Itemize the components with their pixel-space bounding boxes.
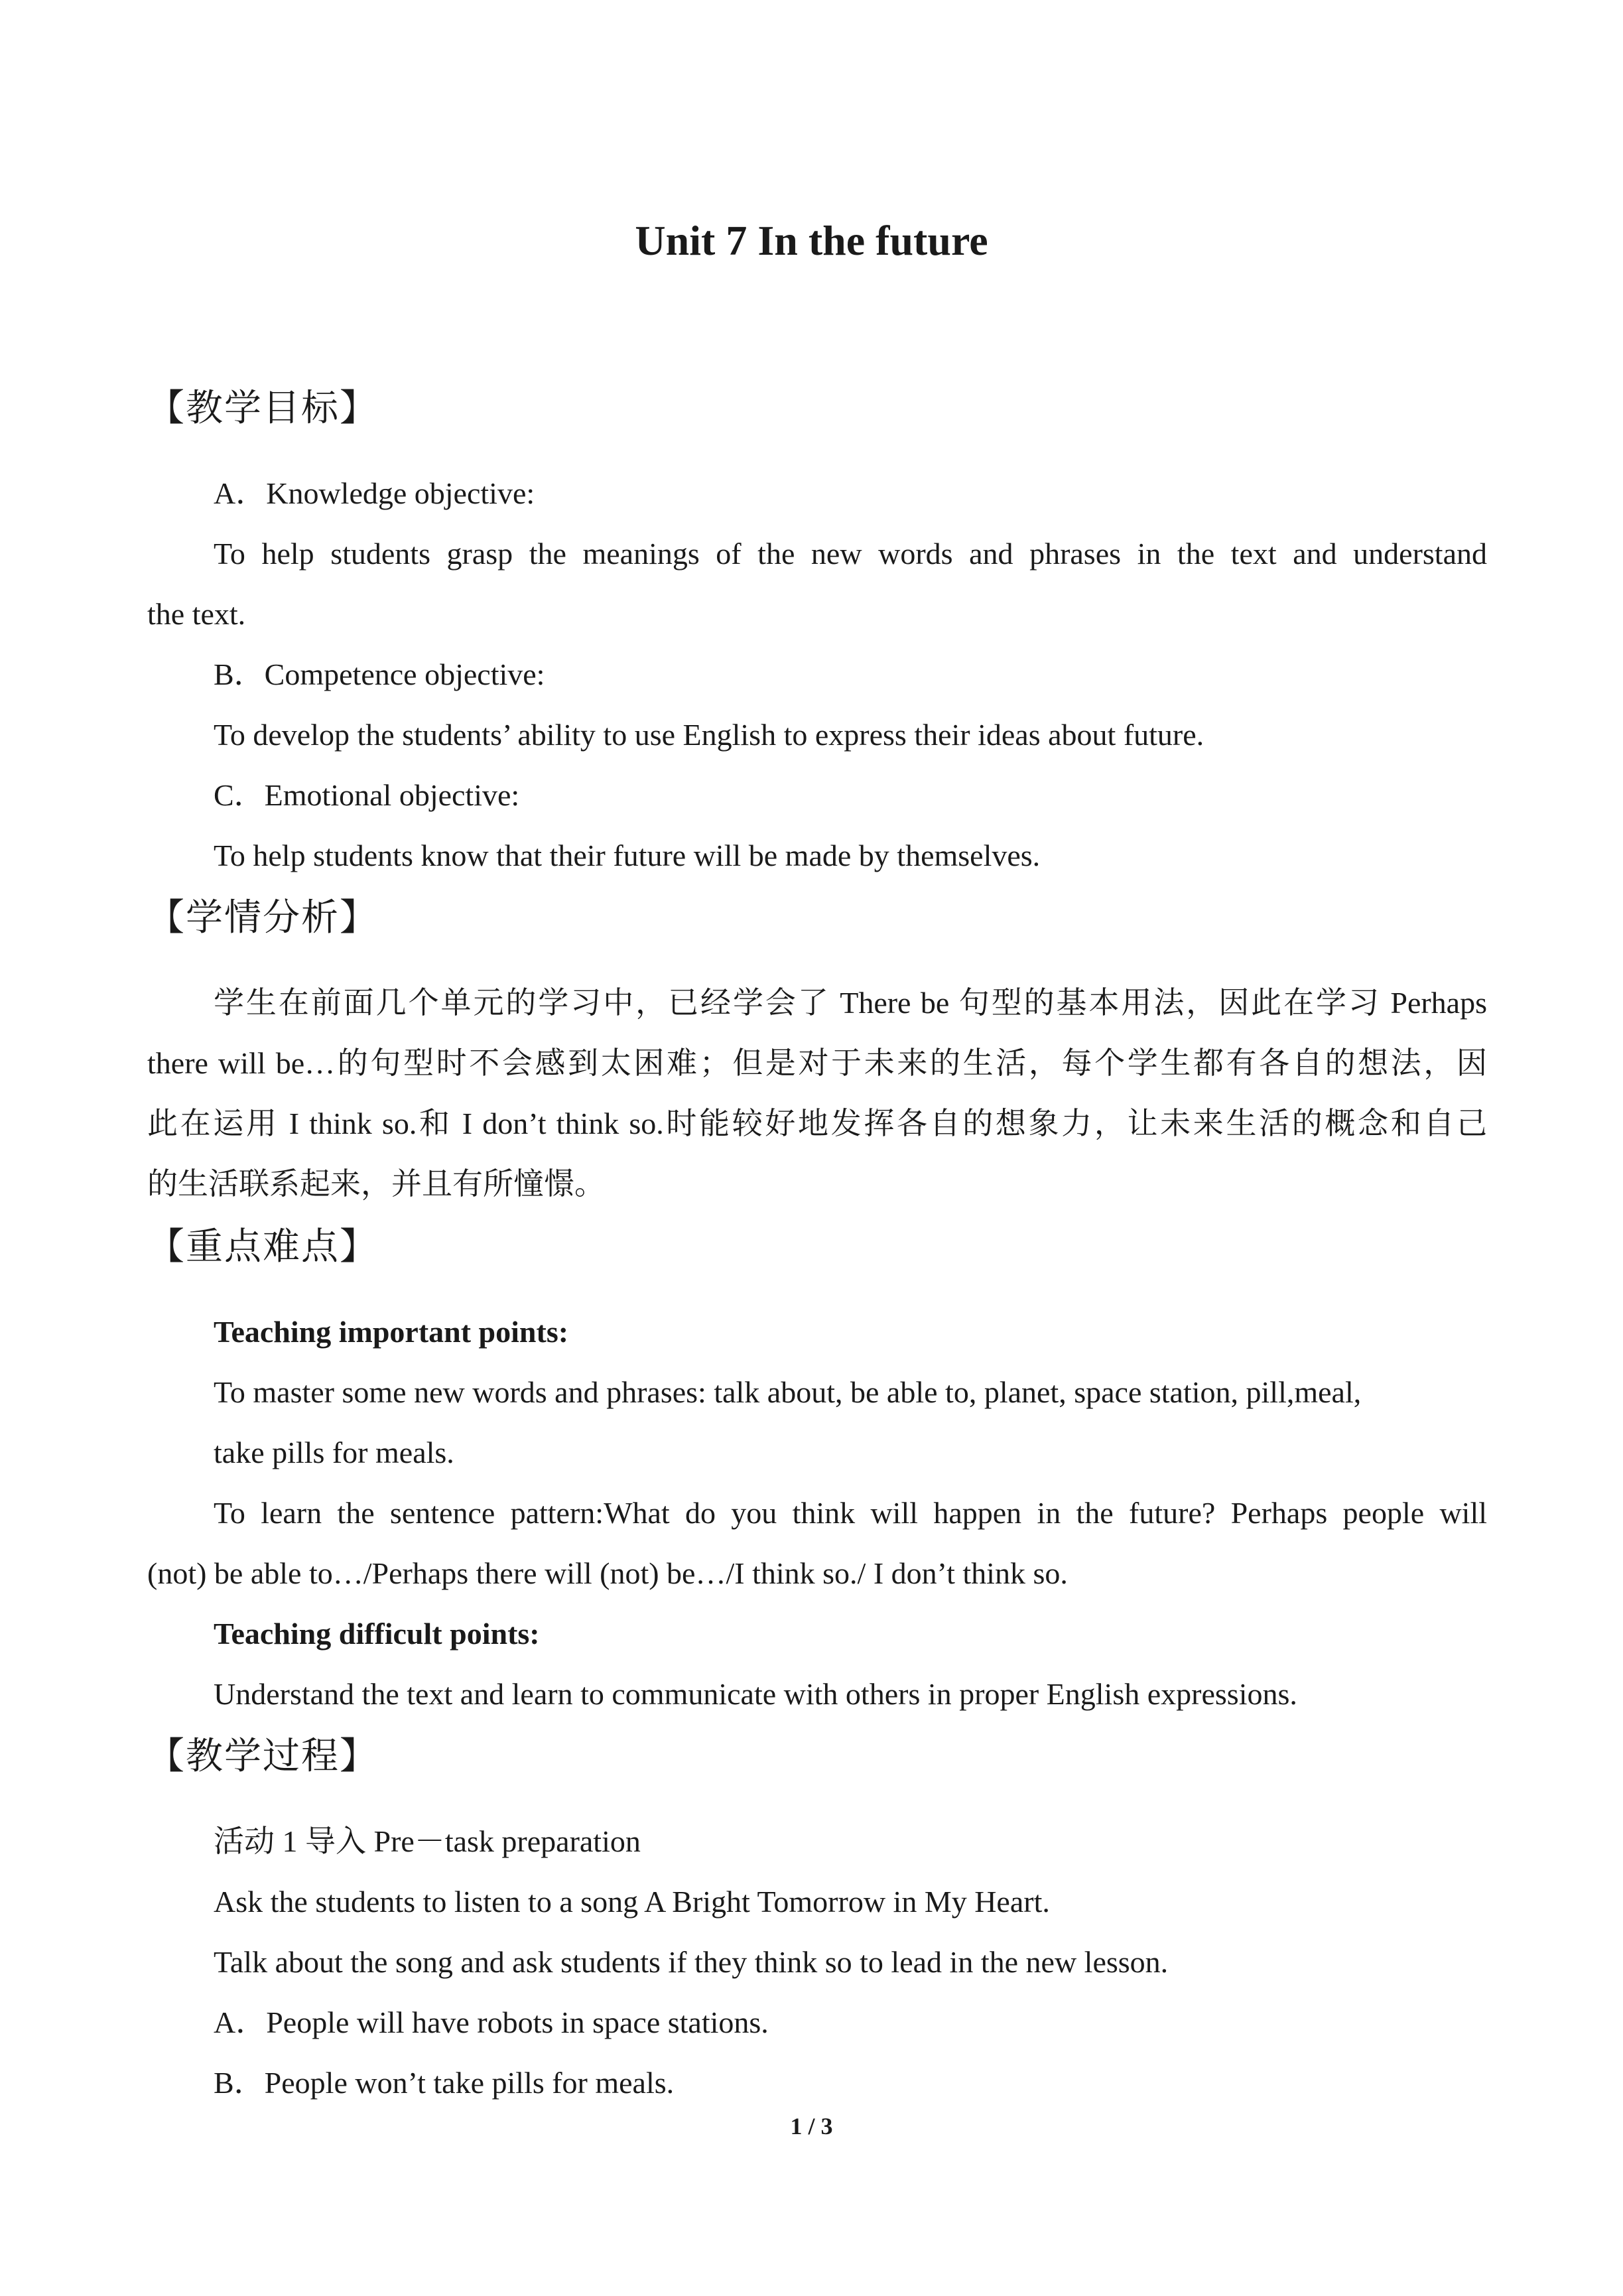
process-line-2: Talk about the song and ask students if they think so to lead in the new lesson. [214, 1945, 1169, 1979]
process-option-b: B．People won’t take pills for meals. [214, 2066, 675, 2100]
important-points-line-4: (not) be able to…/Perhaps there will (not) be…/I think so./ I don’t think so. [147, 1556, 1068, 1590]
important-points-label: Teaching important points: [214, 1315, 569, 1349]
analysis-line-3: 此在运用 I think so.和 I don’t think so.时能较好地发挥各自的想象力，让未来生活的概念和自己 [147, 1107, 1487, 1140]
objective-c-label: C．Emotional objective: [214, 778, 520, 812]
difficult-points-label: Teaching difficult points: [214, 1617, 540, 1651]
important-points-line-1: To master some new words and phrases: talk about, be able to, planet, space station, pill,meal, [214, 1375, 1362, 1409]
page-number: 1 / 3 [790, 2113, 833, 2139]
activity-1-title: 活动 1 导入 Pre－task preparation [214, 1824, 641, 1858]
analysis-line-1: 学生在前面几个单元的学习中，已经学会了 There be 句型的基本用法，因此在学习 Perhaps [214, 986, 1487, 1020]
page-title: Unit 7 In the future [635, 217, 988, 264]
objective-b-text: To develop the students’ ability to use English to express their ideas about future. [214, 718, 1204, 752]
section-heading-objectives: 【教学目标】 [147, 387, 378, 430]
important-points-line-3: To learn the sentence pattern:What do you think will happen in the future? Perhaps people will [214, 1496, 1487, 1530]
analysis-line-4: 的生活联系起来，并且有所憧憬。 [147, 1167, 605, 1201]
objective-b-label: B．Competence objective: [214, 657, 545, 691]
section-heading-analysis: 【学情分析】 [147, 896, 378, 939]
important-points-line-2: take pills for meals. [214, 1436, 454, 1469]
process-line-1: Ask the students to listen to a song A Bright Tomorrow in My Heart. [214, 1885, 1050, 1919]
objective-a-text-line-1: To help students grasp the meanings of the new words and phrases in the text and understand [214, 537, 1487, 571]
analysis-line-2: there will be…的句型时不会感到太困难；但是对于未来的生活，每个学生都有各自的想法，因 [147, 1046, 1487, 1080]
process-option-a: A．People will have robots in space stations. [214, 2005, 769, 2039]
difficult-points-line-1: Understand the text and learn to communicate with others in proper English expressions. [214, 1677, 1297, 1711]
objective-a-label: A．Knowledge objective: [214, 476, 535, 510]
section-heading-process: 【教学过程】 [147, 1735, 378, 1778]
objective-c-text: To help students know that their future will be made by themselves. [214, 839, 1041, 872]
section-heading-key-points: 【重点难点】 [147, 1225, 378, 1268]
objective-a-text-line-2: the text. [147, 597, 246, 631]
